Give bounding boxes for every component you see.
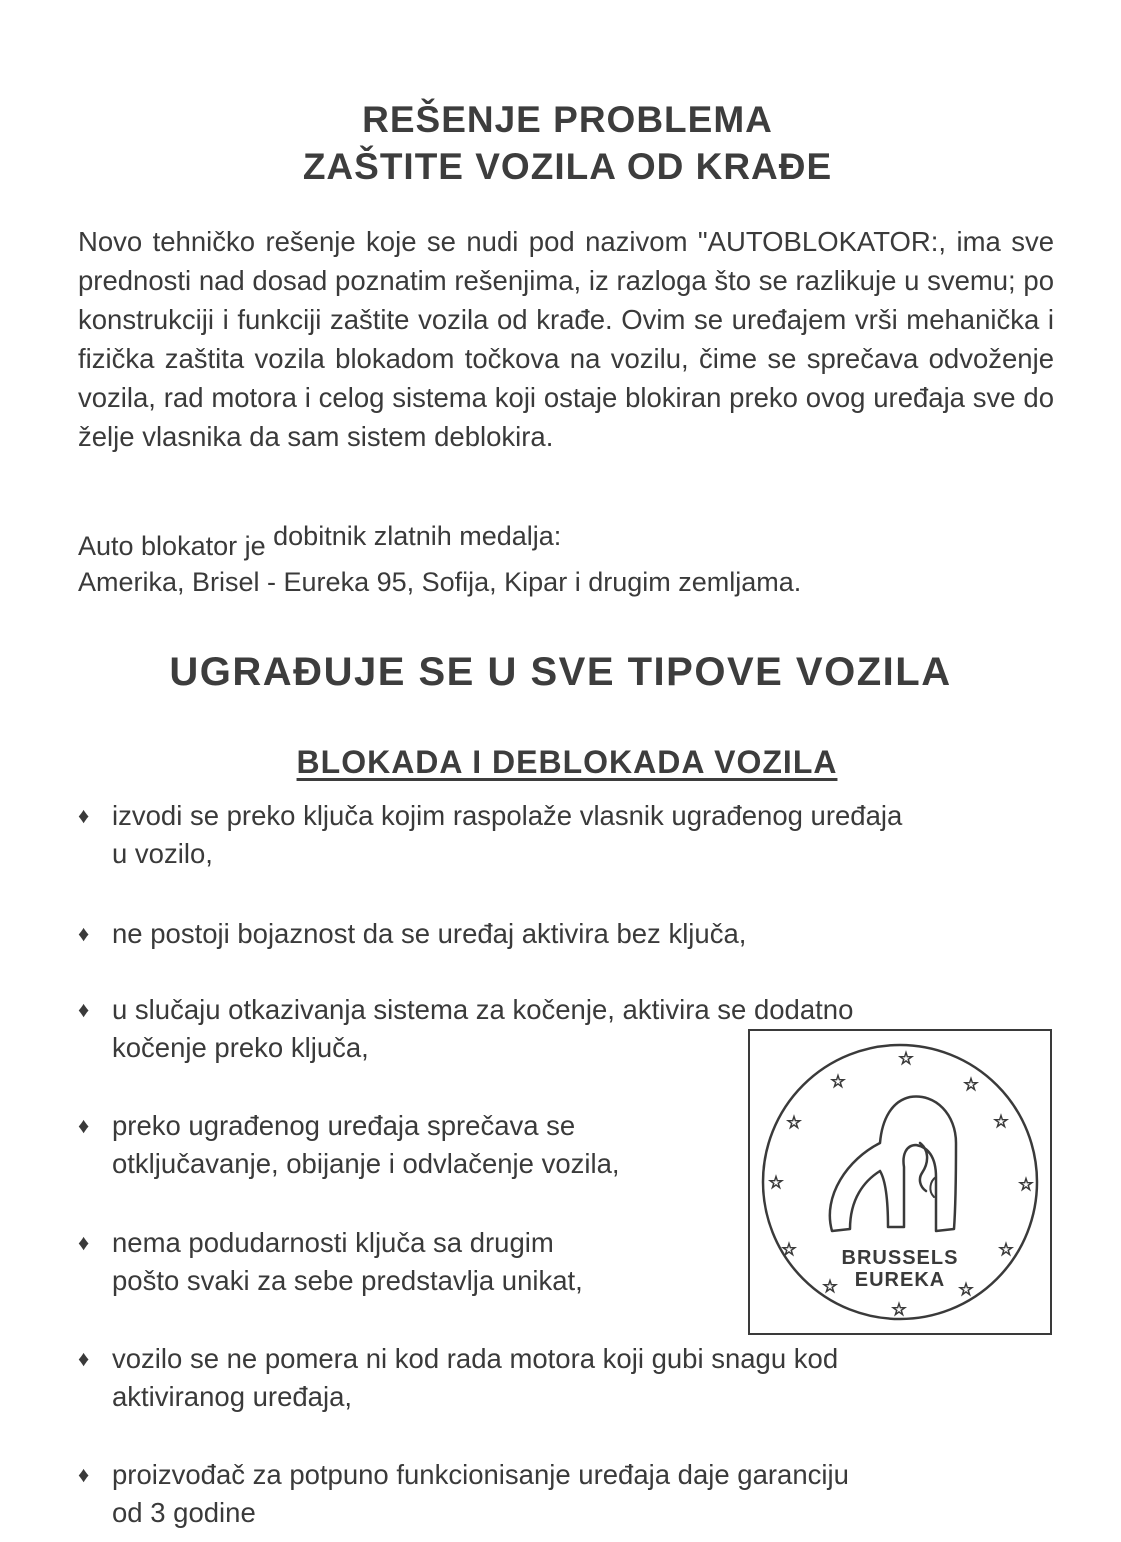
- svg-text:☆: ☆: [998, 1240, 1014, 1260]
- svg-text:☆: ☆: [781, 1240, 797, 1260]
- svg-text:☆: ☆: [958, 1280, 974, 1300]
- list-item-line-2: kočenje preko ključa,: [112, 1032, 369, 1063]
- title-line-2: ZAŠTITE VOZILA OD KRAĐE: [302, 146, 833, 187]
- brussels-eureka-logo: [748, 1029, 1052, 1335]
- svg-text:☆: ☆: [1018, 1175, 1034, 1195]
- list-item: [78, 1107, 718, 1183]
- block-heading: BLOKADA I DEBLOKADA VOZILA: [296, 744, 838, 780]
- list-item-line-2: otključavanje, obijanje i odvlačenje vozila,: [112, 1148, 620, 1179]
- list-item-line-1: vozilo se ne pomera ni kod rada motora koji gubi snagu kod: [112, 1343, 839, 1374]
- document-title: [0, 96, 1121, 190]
- svg-text:☆: ☆: [768, 1173, 784, 1193]
- svg-text:☆: ☆: [993, 1112, 1009, 1132]
- list-item-line-2: pošto svaki za sebe predstavlja unikat,: [112, 1265, 583, 1296]
- list-item: [78, 1224, 718, 1300]
- svg-text:☆: ☆: [891, 1300, 907, 1320]
- list-item-line-2: u vozilo,: [112, 838, 213, 869]
- install-heading: UGRAĐUJE SE U SVE TIPOVE VOZILA: [169, 650, 952, 694]
- logo-text-line-2: EUREKA: [854, 1269, 946, 1291]
- title-line-1: REŠENJE PROBLEMA: [362, 99, 773, 140]
- list-item-line-2: od 3 godine: [112, 1497, 256, 1528]
- svg-text:☆: ☆: [822, 1277, 838, 1297]
- logo-text-line-1: BRUSSELS: [841, 1247, 959, 1269]
- diamond-bullet-icon: ♦: [78, 1346, 90, 1371]
- list-item-line-1: izvodi se preko ključa kojim raspolaže vlasnik ugrađenog uređaja: [112, 800, 903, 831]
- list-item: [78, 797, 1056, 873]
- diamond-bullet-icon: ♦: [78, 997, 90, 1022]
- medals-lead-raised: dobitnik zlatnih medalja:: [273, 521, 562, 551]
- diamond-bullet-icon: ♦: [78, 1113, 90, 1138]
- diamond-bullet-icon: ♦: [78, 921, 90, 946]
- svg-text:☆: ☆: [786, 1113, 802, 1133]
- list-item: [78, 1456, 1056, 1532]
- list-item: [78, 1340, 1056, 1416]
- diamond-bullet-icon: ♦: [78, 803, 90, 828]
- medals-countries: Amerika, Brisel - Eureka 95, Sofija, Kipar i drugim zemljama.: [78, 567, 802, 597]
- list-item-line-1: ne postoji bojaznost da se uređaj aktivira bez ključa,: [112, 918, 747, 949]
- svg-text:☆: ☆: [898, 1049, 914, 1069]
- diamond-bullet-icon: ♦: [78, 1230, 90, 1255]
- diamond-bullet-icon: ♦: [78, 1462, 90, 1487]
- intro-paragraph: Novo tehničko rešenje koje se nudi pod nazivom "AUTOBLOKATOR:, ima sve prednosti nad dosad poznatim rešenjima, iz razloga što se razlikuje u svemu; po konstrukciji i funkciji zaštite vozila od krađe. Ovim se uređajem vrši mehanička i fizička zaštita vozila blokadom točkova na vozilu, čime se sprečava odvoženje vozila, rad motora i celog sistema koji ostaje blokiran preko ovog uređaja sve do želje vlasnika da sam sistem deblokira.: [78, 226, 1054, 452]
- list-item-line-2: aktiviranog uređaja,: [112, 1381, 353, 1412]
- list-item-line-1: proizvođač za potpuno funkcionisanje uređaja daje garanciju: [112, 1459, 849, 1490]
- svg-text:☆: ☆: [963, 1075, 979, 1095]
- medals-paragraph: [78, 521, 1054, 600]
- list-item-line-1: u slučaju otkazivanja sistema za kočenje, aktivira se dodatno: [112, 994, 854, 1025]
- list-item-line-1: preko ugrađenog uređaja sprečava se: [112, 1110, 576, 1141]
- svg-text:☆: ☆: [830, 1072, 846, 1092]
- list-item-line-1: nema podudarnosti ključa sa drugim: [112, 1227, 554, 1258]
- medals-lead: Auto blokator je: [78, 531, 266, 561]
- list-item: [78, 915, 1056, 953]
